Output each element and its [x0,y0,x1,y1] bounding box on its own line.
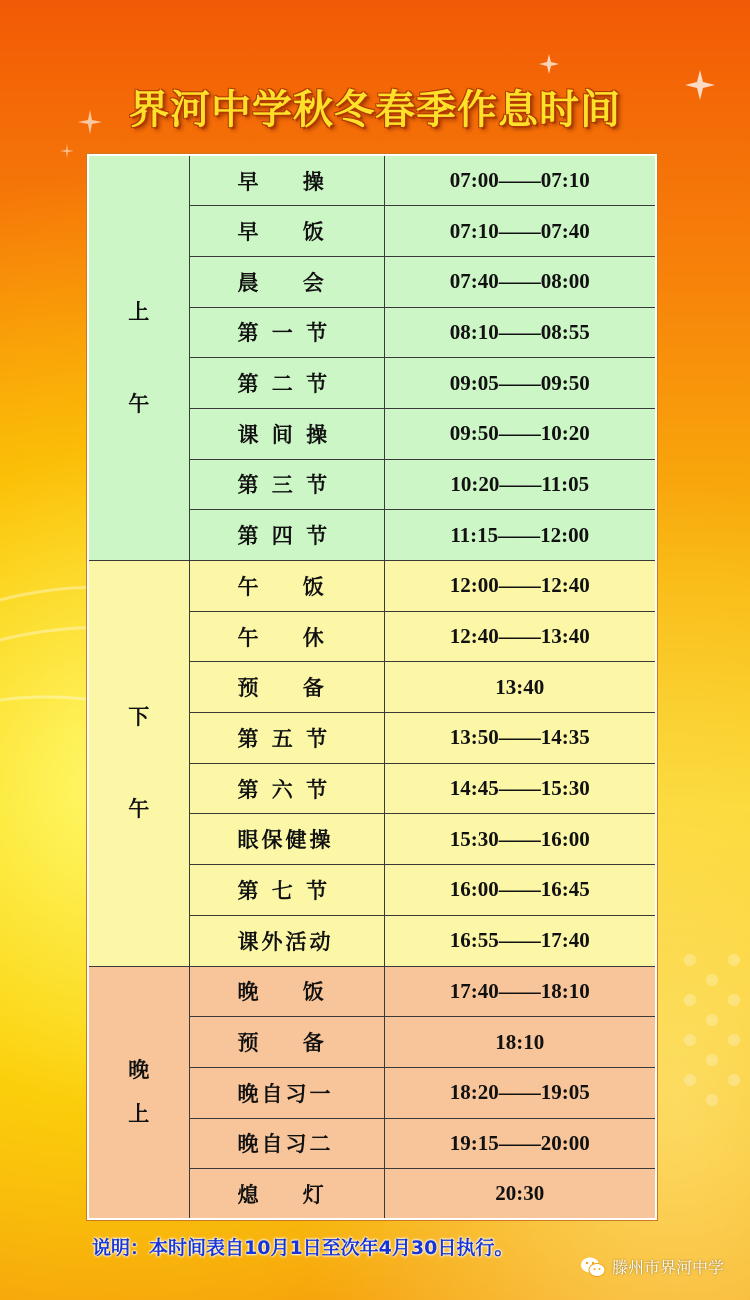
activity-cell: 第 一 节 [189,307,384,358]
time-cell: 16:00——16:45 [384,865,656,916]
section-label-char: 下 [128,704,150,730]
wechat-icon [580,1256,606,1278]
activity-cell: 第 六 节 [189,763,384,814]
activity-cell: 第 四 节 [189,510,384,561]
activity-cell: 第 二 节 [189,358,384,409]
activity-cell: 第 三 节 [189,459,384,510]
section-label-char: 午 [128,796,150,822]
activity-cell: 晚自习二 [189,1118,384,1169]
time-cell: 18:10 [384,1017,656,1068]
time-cell: 09:05——09:50 [384,358,656,409]
section-label-char: 午 [128,391,150,416]
time-cell: 18:20——19:05 [384,1067,656,1118]
activity-cell: 课 间 操 [189,408,384,459]
activity-cell: 课外活动 [189,915,384,966]
activity-cell: 预 备 [189,1017,384,1068]
table-row [88,155,656,206]
table-row [88,966,656,1017]
activity-cell: 午 休 [189,611,384,662]
time-cell: 16:55——17:40 [384,915,656,966]
table-row [88,561,656,612]
activity-cell: 午 饭 [189,561,384,612]
time-cell: 12:40——13:40 [384,611,656,662]
activity-cell: 早 饭 [189,206,384,257]
time-cell: 07:00——07:10 [384,155,656,206]
activity-cell: 熄 灯 [189,1169,384,1220]
source-label: 滕州市界河中学 [611,1258,724,1277]
activity-cell: 第 七 节 [189,865,384,916]
section-label-char: 晚 [128,1057,150,1083]
activity-cell: 晚 饭 [189,966,384,1017]
activity-cell: 晚自习一 [189,1067,384,1118]
time-cell: 12:00——12:40 [384,561,656,612]
time-cell: 07:10——07:40 [384,206,656,257]
schedule-body [88,155,656,1219]
time-cell: 09:50——10:20 [384,408,656,459]
activity-cell: 晨 会 [189,256,384,307]
activity-cell: 眼保健操 [189,814,384,865]
time-cell: 15:30——16:00 [384,814,656,865]
time-cell: 10:20——11:05 [384,459,656,510]
time-cell: 13:40 [384,662,656,713]
section-label-morning [88,155,189,561]
time-cell: 17:40——18:10 [384,966,656,1017]
section-label-char: 上 [128,1101,150,1127]
time-cell: 07:40——08:00 [384,256,656,307]
source-attribution[interactable] [580,1255,724,1278]
section-label-char: 上 [128,299,150,324]
time-cell: 11:15——12:00 [384,510,656,561]
time-cell: 20:30 [384,1169,656,1220]
section-label-evening [88,966,189,1219]
footnote: 说明：本时间表自10月1日至次年4月30日执行。 [92,1237,514,1259]
activity-cell: 预 备 [189,662,384,713]
schedule-table [87,154,657,1220]
time-cell: 19:15——20:00 [384,1118,656,1169]
activity-cell: 第 五 节 [189,713,384,764]
time-cell: 13:50——14:35 [384,713,656,764]
activity-cell: 早 操 [189,155,384,206]
section-label-afternoon [88,561,189,967]
time-cell: 14:45——15:30 [384,763,656,814]
time-cell: 08:10——08:55 [384,307,656,358]
page-title: 界河中学秋冬春季作息时间 [129,87,621,133]
